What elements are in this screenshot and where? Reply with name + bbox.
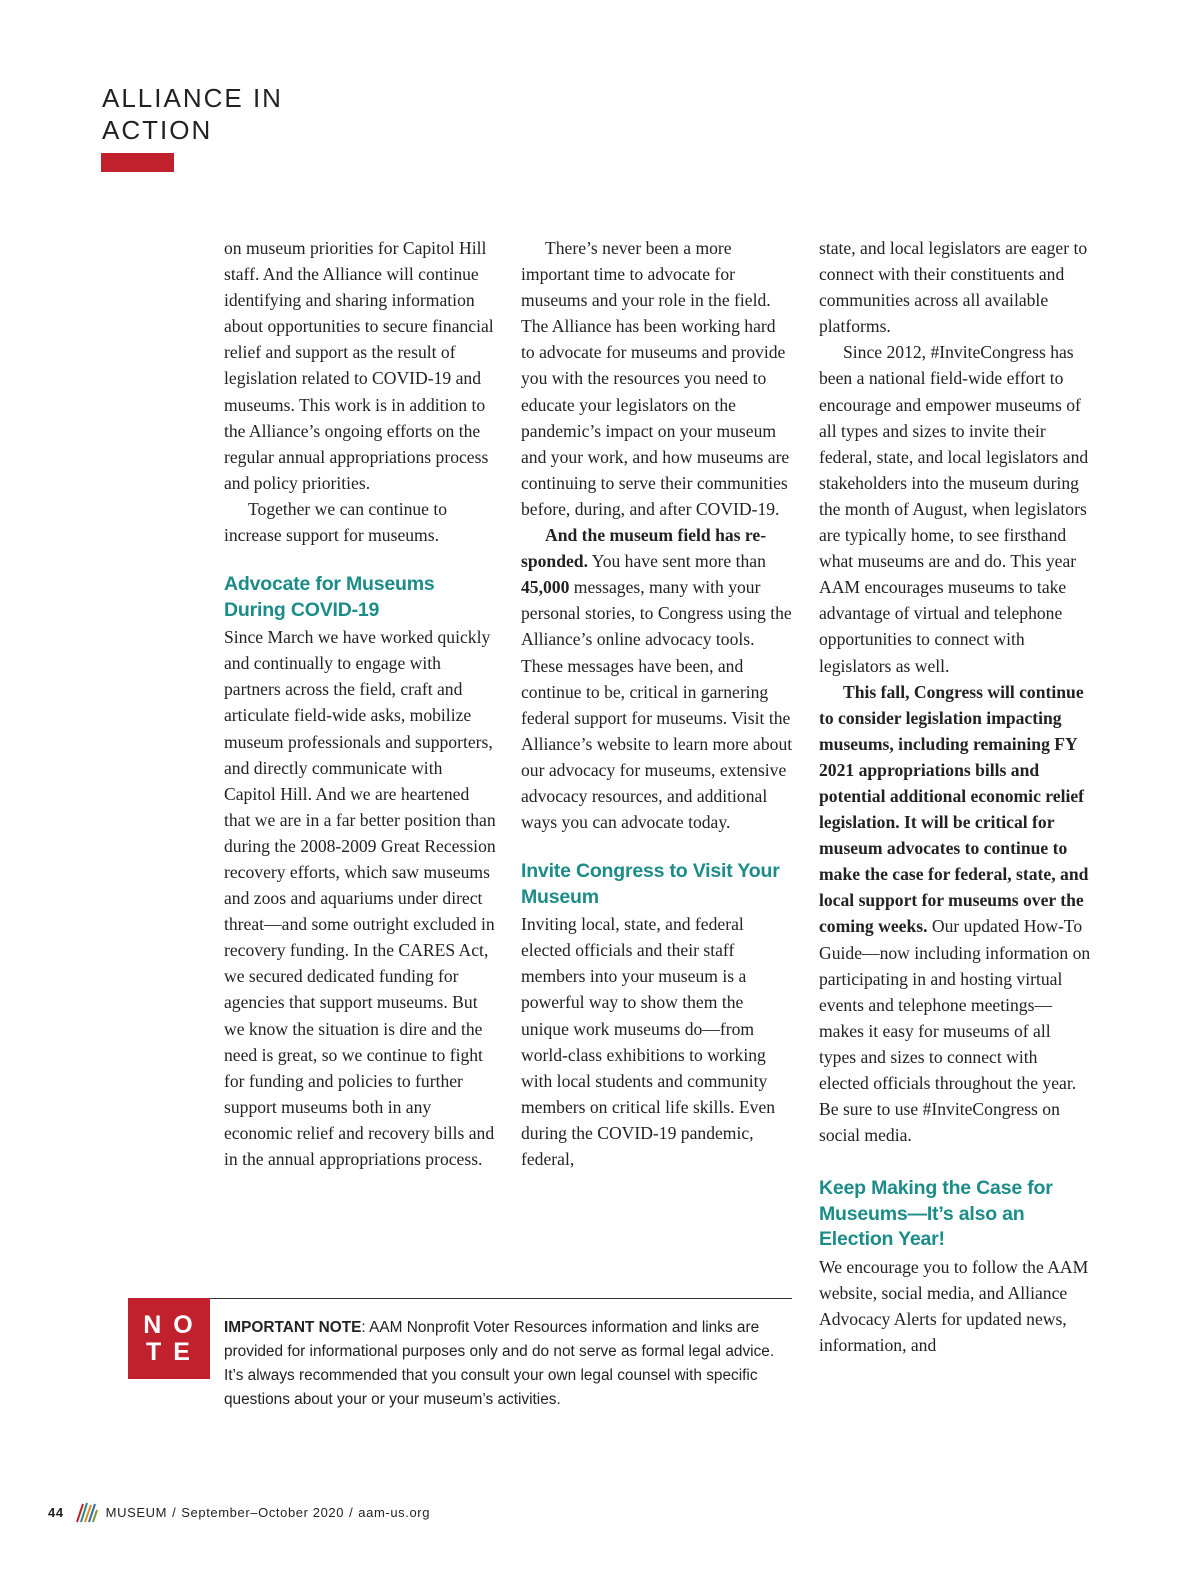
paragraph: Together we can continue to increase support for museums. bbox=[224, 498, 448, 546]
paragraph: on museum priorities for Capitol Hill staff. And the Alliance will continue identifying and sharing information about opportunities to secure financial relief and support as the result of legislation related to COVID-19 and museums. This work is in addition to the Alliance’s ongoing efforts on the regular annual appropriations process and policy priorities. bbox=[224, 238, 494, 493]
note-divider bbox=[210, 1298, 792, 1299]
text-run: messages, many with your personal stories, to Congress using the Alliance’s online advocacy tools. These messages have been, and continue to be, critical in garnering federal support for museums. Visit the Alliance’s website to learn more about our advocacy for museums, extensive advocacy resources, and additional ways you can advocate today. bbox=[521, 577, 793, 833]
message-count: 45,000 bbox=[521, 577, 570, 598]
aam-logo-icon bbox=[74, 1500, 98, 1524]
footer-separator: / bbox=[172, 1504, 177, 1520]
website-link[interactable]: aam-us.org bbox=[358, 1504, 431, 1520]
article-column-2 bbox=[521, 235, 793, 1172]
section-label-line2: ACTION bbox=[102, 115, 213, 145]
paragraph: Since 2012, #InviteCongress has been a national field-wide effort to encourage and empower museums of all types and sizes to invite their federal, state, and local legislators and stakeholders into the museum during the month of August, when legislators are typically home, to see firsthand what museums are and do. This year AAM encourages museums to take advantage of virtual and telephone opportunities to connect with legislators as well. bbox=[819, 342, 1089, 676]
page-number: 44 bbox=[48, 1504, 64, 1520]
bold-lead: This fall, Congress will continue to consider legislation impacting museums, including remaining FY 2021 appropriations bills and potential additional economic relief legislation. It will be critical for museum advocates to continue to make the case for federal, state, and local support for museums over the coming weeks. bbox=[819, 681, 1089, 937]
paragraph: state, and local legislators are eager to connect with their constituents and communities across all available platforms. bbox=[819, 238, 1088, 337]
section-label bbox=[102, 82, 283, 146]
important-note bbox=[224, 1316, 784, 1412]
magazine-name: MUSEUM bbox=[105, 1504, 168, 1520]
section-label-line1: ALLIANCE IN bbox=[102, 83, 283, 113]
issue-date: September–October 2020 bbox=[181, 1504, 345, 1520]
paragraph: There’s never been a more important time to advocate for museums and your role in the field. The Alliance has been working hard to advocate for museums and provide you with the resources you need to educate your legislators on the pandemic’s impact on your museum and your work, and how museums are continuing to serve their communities before, during, and after COVID-19. bbox=[521, 238, 790, 519]
accent-bar bbox=[101, 153, 174, 172]
subheading-invite: Invite Congress to Visit Your Museum bbox=[521, 860, 780, 908]
note-badge bbox=[128, 1298, 210, 1379]
note-body: : AAM Nonprofit Voter Resources information and links are provided for informational purposes only and do not serve as formal legal advice. It’s always recommended that you consult your own legal counsel with specific questions about your or your museum’s activities. bbox=[224, 1319, 775, 1409]
note-badge-line2: TE bbox=[146, 1337, 202, 1366]
paragraph bbox=[819, 679, 1091, 1149]
text-run: Our updated How-To Guide—now including information on participating in and hosting virtual events and telephone meetings—makes it easy for museums of all types and sizes to connect with elected officials throughout the year. Be sure to use #InviteCongress on social media. bbox=[819, 916, 1091, 1146]
note-badge-line1: NO bbox=[143, 1310, 205, 1339]
subheading-advocate: Advocate for Museums During COVID-19 bbox=[224, 573, 435, 621]
paragraph: Inviting local, state, and federal elected officials and their staff members into your museum is a powerful way to show them the unique work museums do—from world-class exhibitions to working with local students and community members on critical life skills. Even during the COVID-19 pandemic, federal, bbox=[521, 914, 776, 1169]
article-column-3 bbox=[819, 235, 1091, 1358]
footer-separator: / bbox=[349, 1504, 354, 1520]
bold-lead: And the museum field has responded. bbox=[521, 525, 767, 572]
page-footer bbox=[48, 1500, 430, 1524]
subheading-keep: Keep Making the Case for Museums—It’s also an Election Year! bbox=[819, 1177, 1053, 1251]
paragraph: Since March we have worked quickly and continually to engage with partners across the field, craft and articulate field-wide asks, mobilize museum professionals and supporters, and directly communicate with Capitol Hill. And we are heartened that we are in a far better position than during the 2008-2009 Great Recession recovery efforts, which saw museums and zoos and aquariums under direct threat—and some outright excluded in recovery funding. In the CARES Act, we secured dedicated funding for agencies that support museums. But we know the situation is dire and the need is great, so we continue to fight for funding and policies to further support museums both in any economic relief and recovery bills and in the annual appropriations process. bbox=[224, 627, 496, 1169]
article-column-1 bbox=[224, 235, 496, 1172]
paragraph: We encourage you to follow the AAM website, social media, and Alliance Advocacy Alerts for updated news, information, and bbox=[819, 1256, 1089, 1356]
text-run: You have sent more than bbox=[588, 551, 766, 572]
note-label: IMPORTANT NOTE bbox=[224, 1319, 362, 1336]
paragraph bbox=[521, 522, 793, 835]
